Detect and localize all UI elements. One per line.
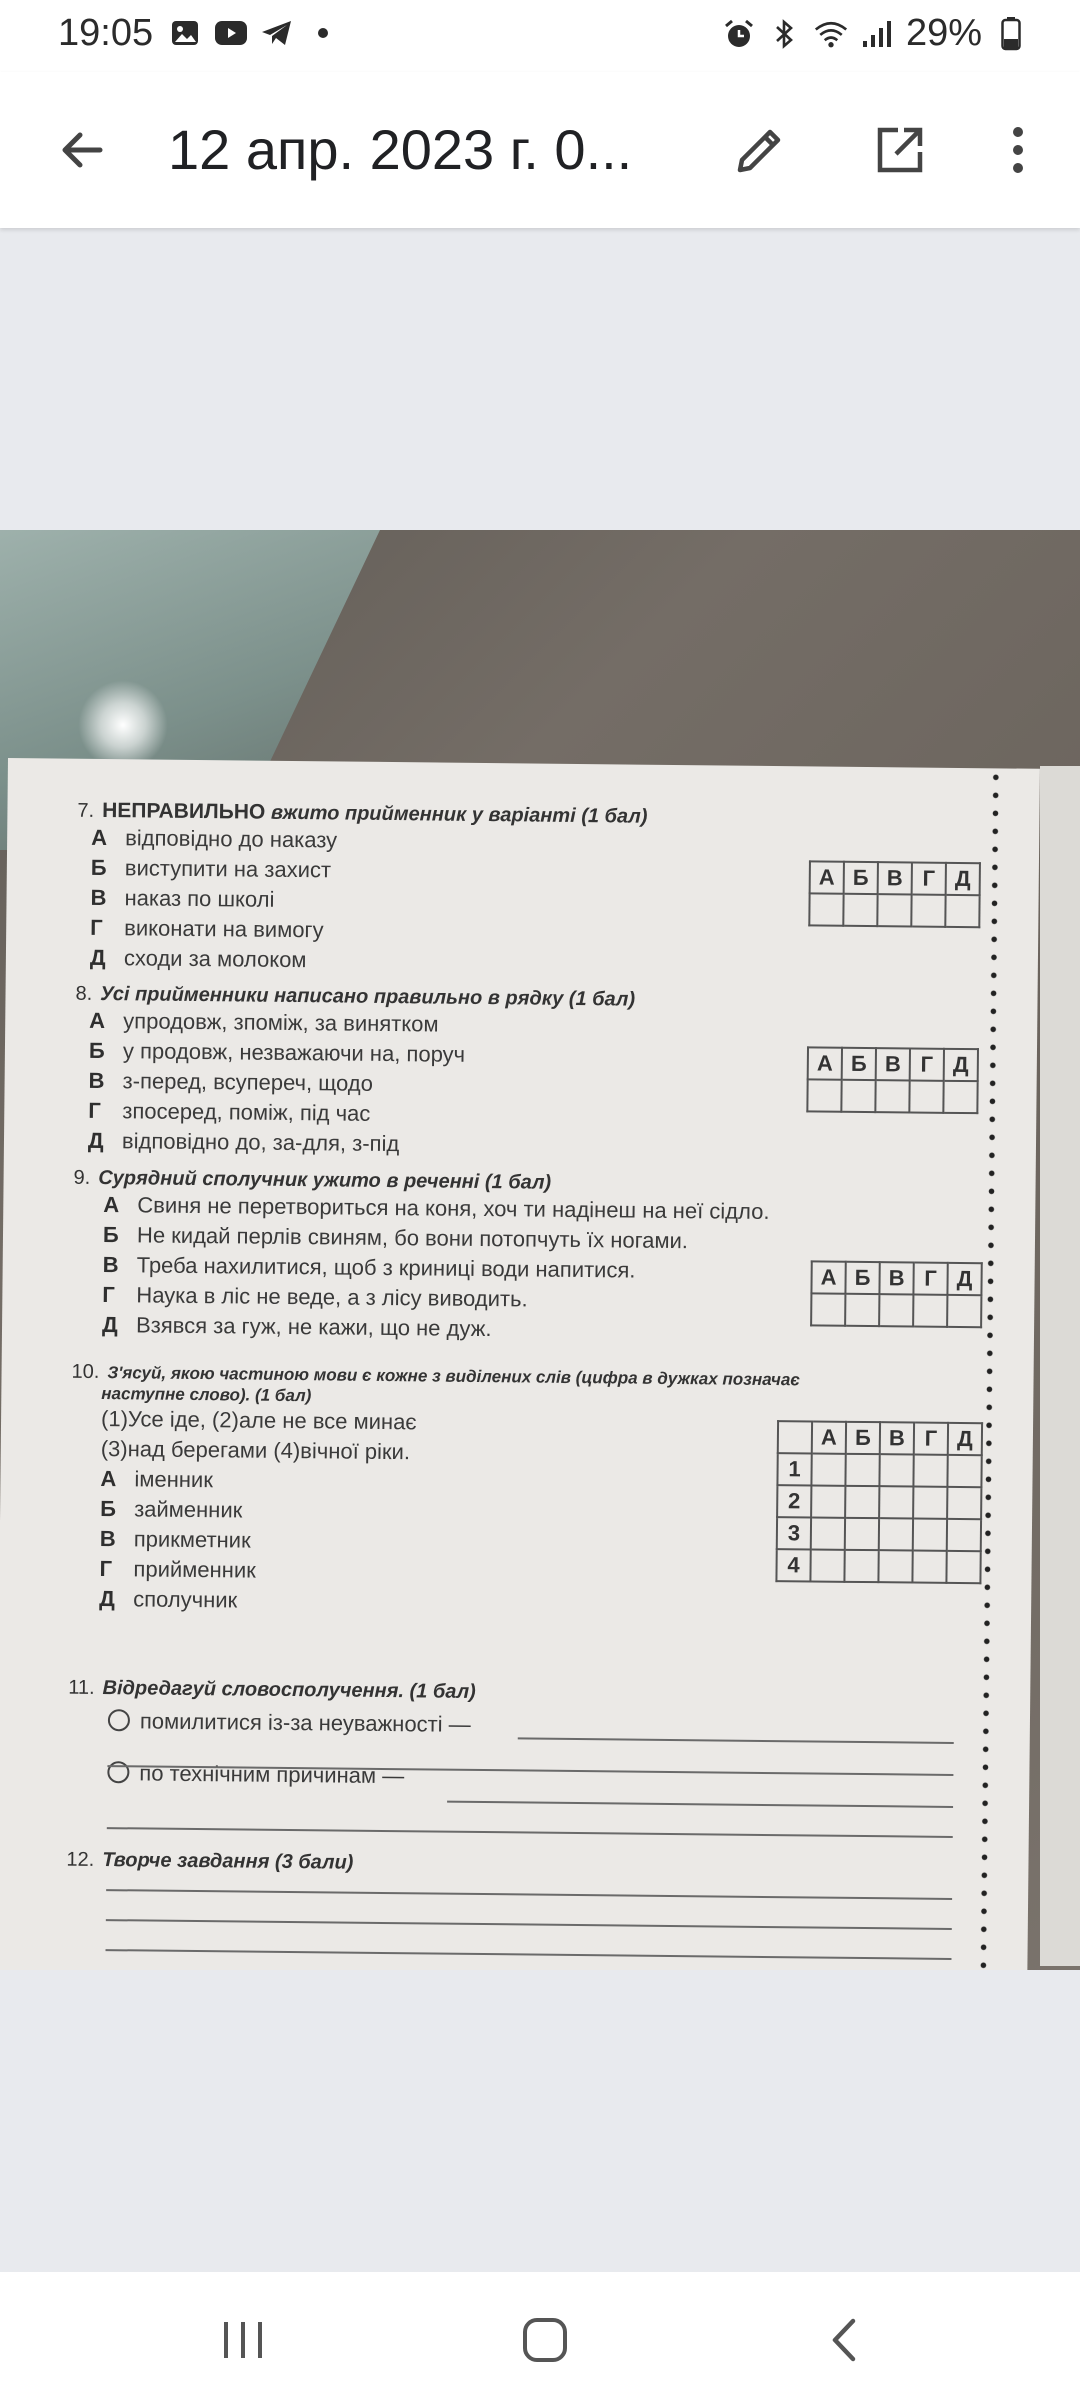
- option-a: А відповідно до наказу: [91, 824, 338, 853]
- option-d: Г виконати на вимогу: [90, 914, 324, 943]
- option-e: Д Взявся за гуж, не кажи, що не дуж.: [101, 1312, 492, 1342]
- recents-button[interactable]: [198, 2300, 288, 2380]
- option-c: В прикметник: [99, 1526, 251, 1553]
- question-lead: НЕПРАВИЛЬНО: [102, 798, 266, 824]
- document-photo: [0, 530, 1080, 1970]
- system-icons: [722, 12, 1028, 55]
- battery-percent: 29%: [905, 12, 982, 54]
- alarm-icon: [722, 17, 756, 51]
- question-number: 11.: [68, 1676, 95, 1699]
- circle-bullet: [108, 1709, 130, 1731]
- answer-grid-7: А Б В Г Д: [808, 860, 981, 928]
- status-bar: [0, 0, 1080, 72]
- document-title: 12 апр. 2023 г. 0...: [168, 118, 633, 181]
- question-number: 7.: [77, 799, 95, 822]
- test-sheet: [0, 758, 1040, 1970]
- pencil-icon: [732, 122, 788, 178]
- edit-item-1: помилитися із-за неуважності —: [108, 1706, 998, 1745]
- question-text: Усі прийменники написано правильно в рядку (1 бал): [100, 982, 636, 1011]
- home-button[interactable]: [500, 2300, 590, 2380]
- answer-line: [447, 1801, 953, 1808]
- question-number: 9.: [73, 1166, 91, 1189]
- question-12-heading: [66, 1849, 996, 1882]
- signal-icon: [860, 17, 894, 51]
- question-text: вжито прийменник у варіанті (1 бал): [270, 801, 648, 828]
- status-time: 19:05: [58, 12, 154, 54]
- answer-grid-8: А Б В Г Д: [806, 1046, 979, 1114]
- notification-icons: [168, 16, 340, 50]
- question-text: Творче завдання (3 бали): [102, 1849, 354, 1874]
- wifi-icon: [814, 17, 848, 51]
- question-9: [72, 1167, 1004, 1350]
- edit-button[interactable]: [722, 112, 798, 188]
- answer-grid-9: А Б В Г Д: [810, 1260, 983, 1328]
- option-d: Г зпосеред, поміж, під час: [88, 1097, 371, 1126]
- question-10-heading-cont: наступне слово). (1 бал): [101, 1384, 312, 1406]
- sentence-line-2: (3)над берегами (4)вічної ріки.: [100, 1436, 411, 1465]
- option-b: Б у продовж, незважаючи на, поруч: [88, 1037, 466, 1067]
- bluetooth-icon: [768, 17, 802, 51]
- arrow-back-icon: [56, 124, 108, 176]
- nav-back-button[interactable]: [800, 2300, 890, 2380]
- option-a: А Свиня не перетвориться на коня, хоч ти надінеш на неї сідло.: [103, 1192, 770, 1224]
- option-b: Б займенник: [100, 1496, 243, 1523]
- sentence-line-1: (1)Усе іде, (2)але не все минає: [100, 1406, 417, 1435]
- question-text: Відредагуй словосполучення. (1 бал): [102, 1677, 476, 1703]
- option-d: Г прийменник: [99, 1556, 256, 1583]
- more-options-button[interactable]: [980, 112, 1056, 188]
- dot-icon: [306, 16, 340, 50]
- question-number: 10.: [71, 1360, 100, 1383]
- open-external-icon: [872, 122, 928, 178]
- question-7: [76, 799, 1008, 983]
- sheet-content: [66, 798, 1008, 1874]
- telegram-icon: [260, 16, 294, 50]
- youtube-icon: [214, 16, 248, 50]
- question-11-heading: [68, 1677, 998, 1710]
- answer-matrix-10: А Б В Г Д 1 2 3 4: [775, 1420, 983, 1584]
- answer-line: [106, 1919, 952, 1930]
- back-button[interactable]: [44, 112, 120, 188]
- option-e: Д сходи за молоком: [89, 944, 307, 973]
- answer-line: [107, 1827, 953, 1838]
- question-number: 8.: [75, 982, 93, 1005]
- answer-line: [106, 1949, 952, 1960]
- question-10: [69, 1361, 1002, 1624]
- battery-icon: [994, 17, 1028, 51]
- answer-line: [106, 1889, 952, 1900]
- question-12: [66, 1849, 996, 1882]
- option-b: Б Не кидай перлів свиням, бо вони потопчуть їх ногами.: [102, 1222, 689, 1254]
- question-number: 12.: [66, 1848, 95, 1871]
- option-e: Д сполучник: [99, 1586, 238, 1613]
- question-text: З'ясуй, якою частиною мови є кожне з виділених слів (цифра в дужках позначає: [107, 1363, 801, 1390]
- option-c: В з-перед, всупереч, щодо: [88, 1067, 374, 1096]
- more-vert-icon: [1008, 122, 1028, 178]
- app-bar: [0, 72, 1080, 228]
- option-e: Д відповідно до, за-для, з-під: [87, 1127, 400, 1157]
- recents-icon: [218, 2318, 268, 2362]
- edit-item-2: по технічним причинам —: [107, 1758, 997, 1797]
- option-c: В Треба нахилитися, щоб з криниці води напитися.: [102, 1252, 636, 1283]
- nav-back-icon: [825, 2315, 865, 2365]
- question-text: Сурядний сполучник ужито в реченні (1 бал): [98, 1166, 552, 1194]
- open-external-button[interactable]: [862, 112, 938, 188]
- flash-reflection: [78, 680, 168, 770]
- option-d: Г Наука в ліс не веде, а з лісу виводить.: [102, 1282, 528, 1312]
- option-b: Б виступити на захист: [90, 854, 332, 883]
- home-icon: [520, 2315, 570, 2365]
- navigation-bar: [0, 2272, 1080, 2408]
- gallery-icon: [168, 16, 202, 50]
- option-a: А упродовж, зпоміж, за винятком: [89, 1007, 439, 1037]
- next-page-edge: [1040, 766, 1080, 1966]
- question-8: [74, 983, 1006, 1166]
- option-a: А іменник: [100, 1466, 214, 1493]
- option-c: В наказ по школі: [90, 884, 275, 912]
- question-11: [67, 1677, 998, 1798]
